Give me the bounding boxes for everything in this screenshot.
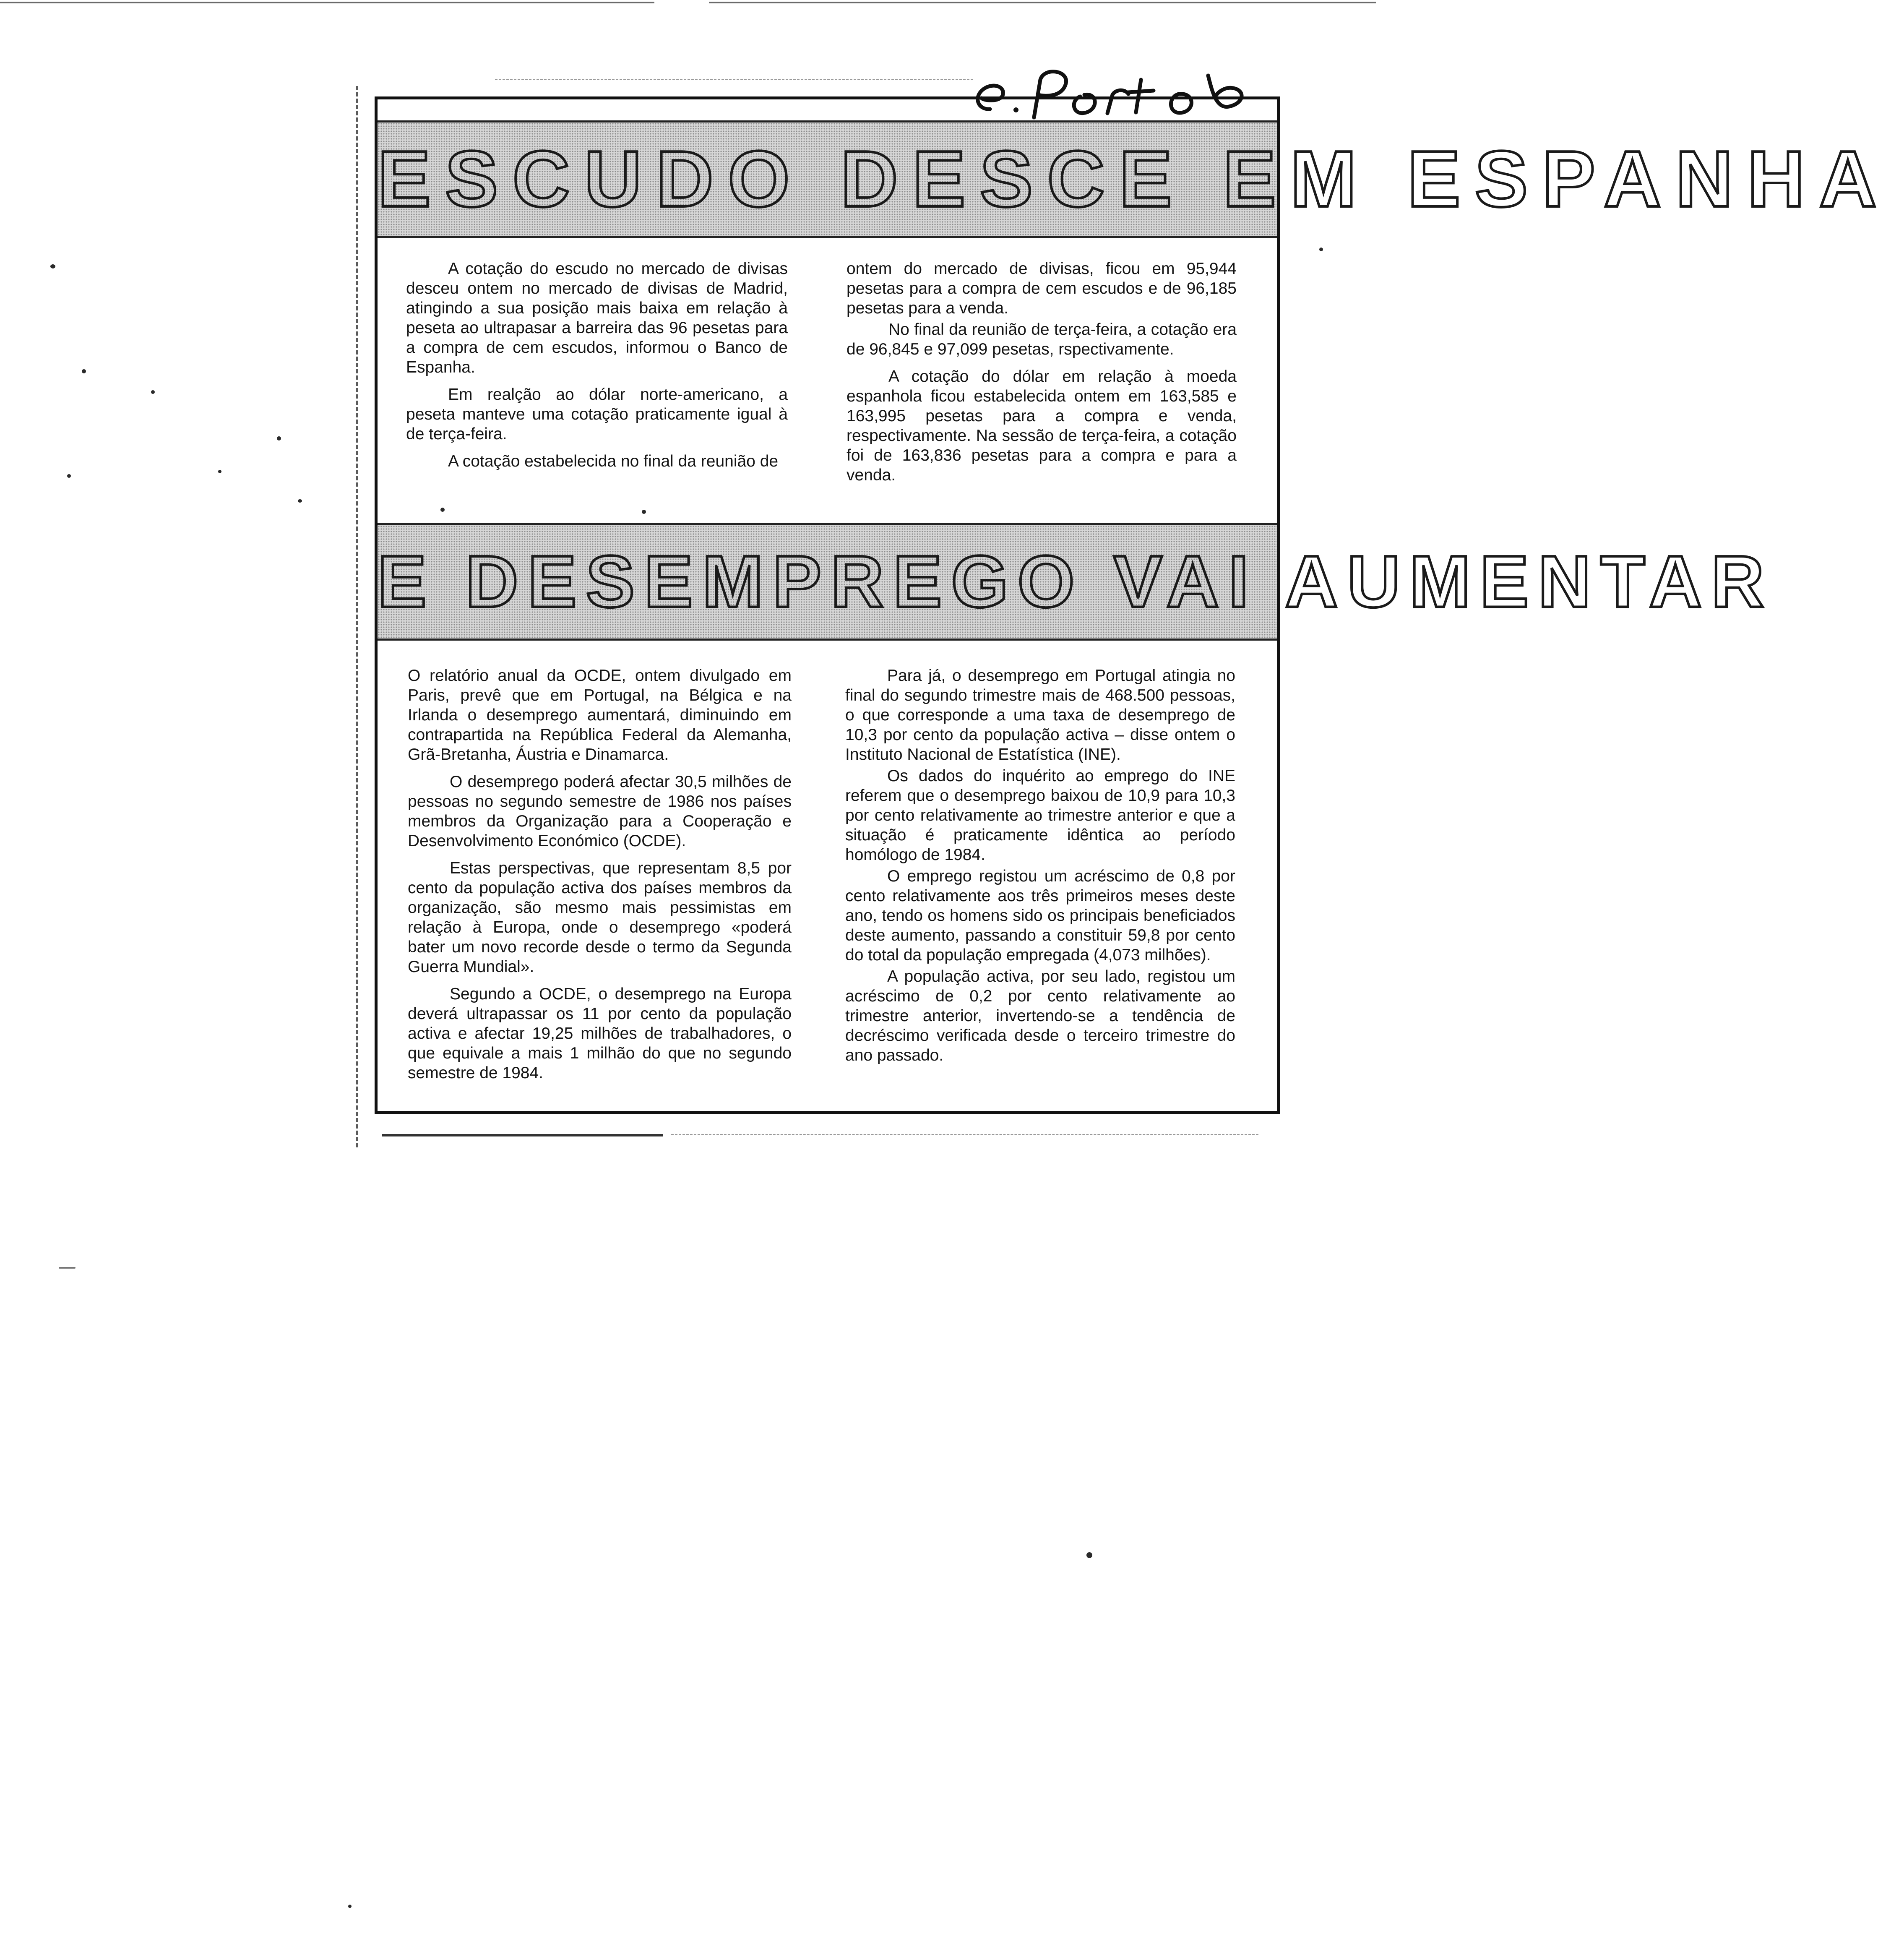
headline-banner (378, 523, 1774, 641)
paragraph: A população activa, por seu lado, registou um acréscimo de 0,2 por cento relativamente ao trimestre anterior, invertendo-se a tendência de decréscimo verificada desde o terceiro trimestre do ano passado. (845, 967, 1235, 1064)
scan-speck (59, 1267, 76, 1269)
paragraph: O desemprego poderá afectar 30,5 milhões de pessoas no segundo semestre de 1986 nos países membros da Organização para a Cooperação e Desenvolvimento Económico (OCDE). (408, 773, 792, 850)
scan-speck (298, 499, 302, 503)
headline: E DESEMPREGO VAI AUMENTAR (378, 541, 1774, 623)
scan-speck (218, 470, 221, 473)
scan-border-line (0, 2, 654, 3)
scan-speck (1319, 248, 1323, 251)
paragraph: O relatório anual da OCDE, ontem divulgado em Paris, prevê que em Portugal, na Bélgica e na Irlanda o desemprego aumentará, diminuindo em contrapartida na República Federal da Alemanha, Grã-Bretanha, Áustria e Dinamarca. (408, 667, 792, 764)
paragraph: Em realção ao dólar norte-americano, a peseta manteve uma cotação praticamente igual à de terça-feira. (406, 386, 788, 443)
article-escudo (378, 259, 1277, 515)
article-column-right (845, 666, 1235, 1067)
clipping-bottom-edge (382, 1134, 663, 1136)
clipping-left-edge (356, 86, 358, 1147)
scan-speck (67, 474, 71, 478)
paragraph: A cotação do escudo no mercado de divisas desceu ontem no mercado de divisas de Madrid, atingindo a sua posição mais baixa em relação à peseta ao ultrapasar a barreira das 96 pesetas para a compra de cem escudos, informou o Banco de Espanha. (406, 260, 788, 376)
headline-banner (378, 120, 1891, 238)
clipping-top-edge (495, 79, 973, 80)
paragraph: Os dados do inquérito ao emprego do INE referem que o desemprego baixou de 10,9 para 10,3 por cento relativamente ao trimestre anterior e que a situação é praticamente idêntica ao período homólogo de 1984. (845, 767, 1235, 864)
scan-speck (348, 1905, 352, 1908)
clipping-bottom-edge (671, 1134, 1258, 1135)
paragraph: No final da reunião de terça-feira, a cotação era de 96,845 e 97,099 pesetas, rspectivamente. (847, 321, 1237, 358)
article-desemprego (378, 666, 1277, 1102)
scan-speck (1086, 1552, 1092, 1558)
paragraph: Estas perspectivas, que representam 8,5 por cento da população activa dos países membros da organização, são mesmo mais pessimistas em relação à Europa, onde o desemprego «poderá bater um novo recorde desde o termo da Segunda Guerra Mundial». (408, 859, 792, 976)
paragraph: ontem do mercado de divisas, ficou em 95,944 pesetas para a compra de cem escudos e de 96,185 pesetas para a venda. (847, 260, 1237, 317)
article-column-left (408, 666, 792, 1090)
scan-speck (50, 264, 55, 268)
paragraph: A cotação estabelecida no final da reunião de (448, 452, 779, 470)
article-column-left (406, 259, 788, 479)
scan-speck (82, 369, 86, 373)
paragraph: Para já, o desemprego em Portugal atingia no final do segundo trimestre mais de 468.500 pessoas, o que corresponde a uma taxa de desemprego de 10,3 por cento da população activa – disse ontem o Instituto Nacional de Estatística (INE). (845, 667, 1235, 764)
paragraph: O emprego registou um acréscimo de 0,8 por cento relativamente aos três primeiros meses deste ano, tendo os homens sido os principais beneficiados deste aumento, passando a constituir 59,8 por cento do total da população empregada (4,073 milhões). (845, 867, 1235, 964)
paragraph: A cotação do dólar em relação à moeda espanhola ficou estabelecida ontem em 163,585 e 163,995 pesetas para a compra e venda, respectivamente. Na sessão de terça-feira, a cotação foi de 163,836 pesetas para a compra e para a venda. (847, 368, 1237, 484)
scan-border-line (709, 2, 1376, 3)
paragraph: Segundo a OCDE, o desemprego na Europa deverá ultrapassar os 11 por cento da população activa e afectar 19,25 milhões de trabalhadores, o que equivale a mais 1 milhão do que no segundo semestre de 1984. (408, 985, 792, 1082)
scan-speck (151, 390, 155, 394)
scan-speck (277, 436, 281, 440)
headline: ESCUDO DESCE EM ESPANHA (378, 135, 1891, 224)
clipping-frame (375, 96, 1891, 1114)
article-column-right (847, 259, 1237, 493)
